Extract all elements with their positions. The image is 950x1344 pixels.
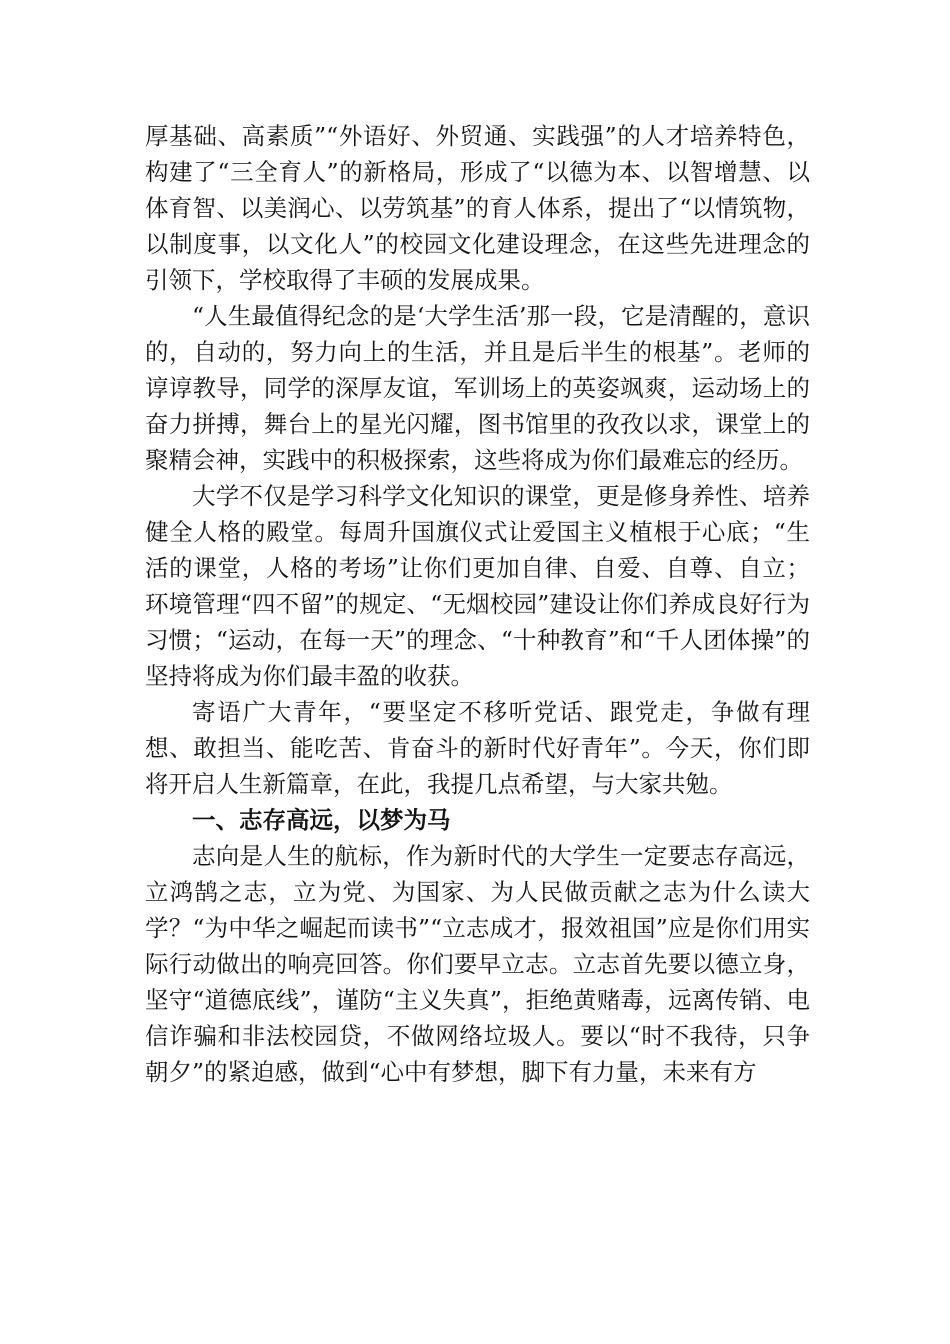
paragraph-talent-training: 厚基础、高素质”“外语好、外贸通、实践强”的人才培养特色，构建了“三全育人”的新格局，形成了“以德为本、以智增慧、以体育智、以美润心、以劳筑基”的育人体系，提出了“以情筑物，以制度事，以文化人”的校园文化建设理念，在这些先进理念的引领下，学校取得了丰硕的发展成果。 [145,122,810,294]
paragraph-ambition: 志向是人生的航标，作为新时代的大学生一定要志存高远，立鸿鹄之志，立为党、为国家、为人民做贡献之志为什么读大学？“为中华之崛起而读书”“立志成才，报效祖国”应是你们用实际行动做出的响亮回答。你们要早立志。立志首先要以德立身，坚守“道德底线”，谨防“主义失真”，拒绝黄赌毒，远离传销、电信诈骗和非法校园贷，不做网络垃圾人。要以“时不我待，只争朝夕”的紧迫感，做到“心中有梦想，脚下有力量，未来有方 [145,842,810,1086]
section-heading: 一、志存高远，以梦为马 [192,806,451,834]
paragraph-character-building: 大学不仅是学习科学文化知识的课堂，更是修身养性、培养健全人格的殿堂。每周升国旗仪式让爱国主义植根于心底；“生活的课堂，人格的考场”让你们更加自律、自爱、自尊、自立；环境管理“四不留”的规定、“无烟校园”建设让你们养成良好行为习惯；“运动，在每一天”的理念、“十种教育”和“千人团体操”的坚持将成为你们最丰盈的收获。 [145,482,810,690]
paragraph-university-life: “人生最值得纪念的是‘大学生活’那一段，它是清醒的，意识的，自动的，努力向上的生活，并且是后半生的根基”。老师的谆谆教导，同学的深厚友谊，军训场上的英姿飒爽，运动场上的奋力拼搏，舞台上的星光闪耀，图书馆里的孜孜以求，课堂上的聚精会神，实践中的积极探索，这些将成为你们最难忘的经历。 [145,302,810,474]
document-body [145,118,810,1090]
paragraph-message-to-youth: 寄语广大青年，“要坚定不移听党话、跟党走，争做有理想、敢担当、能吃苦、肯奋斗的新时代好青年”。今天，你们即将开启人生新篇章，在此，我提几点希望，与大家共勉。 [145,698,810,798]
